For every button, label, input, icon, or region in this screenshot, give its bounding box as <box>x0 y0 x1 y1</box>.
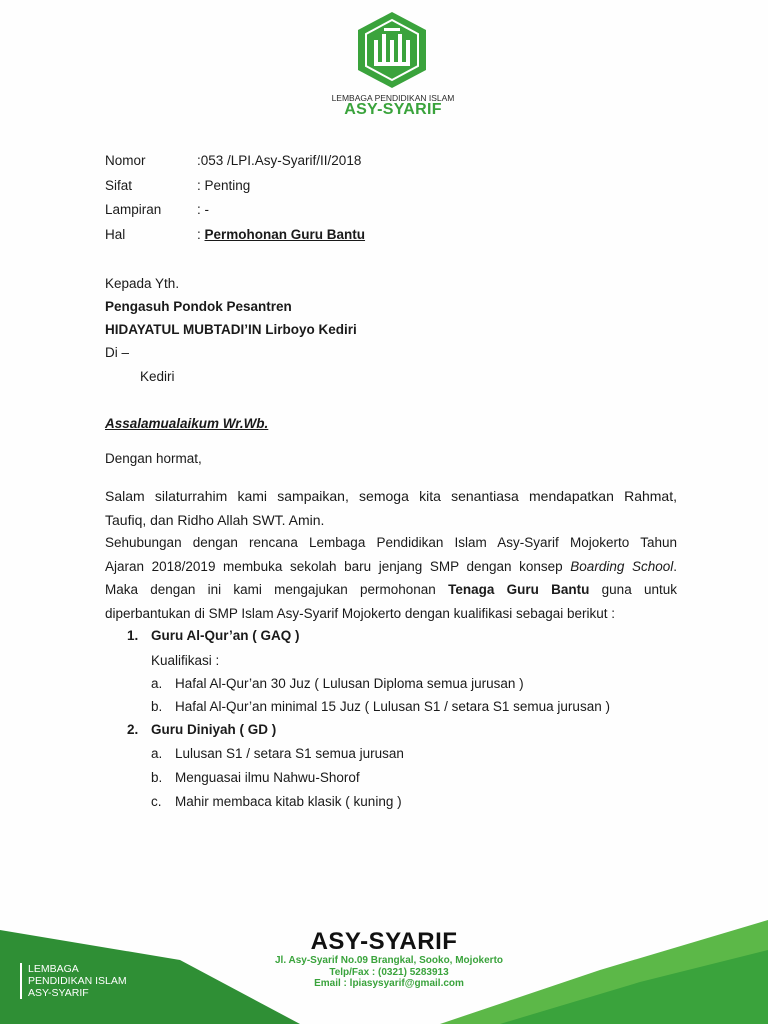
list-item: Mahir membaca kitab klasik ( kuning ) <box>175 794 402 809</box>
text-run-italic: Boarding School <box>570 558 674 574</box>
recipient-city: Kediri <box>140 369 175 384</box>
paragraph-line: Taufiq, dan Ridho Allah SWT. Amin. <box>105 511 325 528</box>
list-letter: c. <box>151 794 162 809</box>
footer-phone: Telp/Fax : (0321) 5283913 <box>329 966 449 978</box>
paragraph-line: Salam silaturrahim kami sampaikan, semoga kita senantiasa mendapatkan Rahmat, <box>105 488 677 504</box>
list-title: Guru Al-Qur’an ( GAQ ) <box>151 628 300 643</box>
paragraph-line <box>105 555 677 579</box>
footer-address: Jl. Asy-Syarif No.09 Brangkal, Sooko, Mojokerto <box>274 955 504 966</box>
meta-label: Lampiran <box>105 202 162 217</box>
meta-sifat <box>105 178 365 203</box>
footer-org-line: LEMBAGA <box>28 963 79 975</box>
footer-brand: ASY-SYARIF <box>310 928 458 955</box>
text-run: guna untuk <box>589 582 677 597</box>
paragraph-line: diperbantukan di SMP Islam Asy-Syarif Mojokerto dengan kualifikasi sebagai berikut : <box>105 605 616 621</box>
meta-label: Nomor <box>105 153 146 168</box>
paragraph-line: Sehubungan dengan rencana Lembaga Pendidikan Islam Asy-Syarif Mojokerto Tahun <box>105 535 677 550</box>
text-run: . <box>673 558 677 574</box>
greeting: Assalamualaikum Wr.Wb. <box>105 416 269 431</box>
org-name: ASY-SYARIF <box>344 101 442 118</box>
meta-value: : Penting <box>197 177 251 193</box>
meta-lampiran <box>105 202 365 227</box>
org-subtitle: LEMBAGA PENDIDIKAN ISLAM <box>331 93 455 103</box>
meta-prefix: : <box>197 226 205 242</box>
recipient-line: Kepada Yth. <box>105 276 180 291</box>
list-item: Menguasai ilmu Nahwu-Shorof <box>175 770 360 785</box>
meta-value: : - <box>197 202 209 217</box>
paragraph-line <box>105 578 677 602</box>
meta-label: Sifat <box>105 177 133 193</box>
meta-label: Hal <box>105 226 126 242</box>
paragraph-opening <box>105 485 677 532</box>
list-number: 1. <box>127 628 139 643</box>
recipient-line: Di – <box>105 345 130 360</box>
footer-org-line: ASY-SYARIF <box>28 987 89 999</box>
footer-email: Email : lpiasysyarif@gmail.com <box>314 978 464 989</box>
recipient-name: Pengasuh Pondok Pesantren <box>105 299 292 314</box>
footer-contact <box>0 955 768 990</box>
list-letter: b. <box>151 699 163 714</box>
list-item: Hafal Al-Qur’an minimal 15 Juz ( Lulusan S1 / setara S1 semua jurusan ) <box>175 699 610 714</box>
text-run-bold: Tenaga Guru Bantu <box>448 582 590 597</box>
list-letter: a. <box>151 676 163 691</box>
list-letter: b. <box>151 770 163 785</box>
footer-org-line: PENDIDIKAN ISLAM <box>28 975 127 987</box>
list-subtitle: Kualifikasi : <box>151 653 220 668</box>
salutation: Dengan hormat, <box>105 451 202 466</box>
list-item: Hafal Al-Qur’an 30 Juz ( Lulusan Diploma semua jurusan ) <box>175 676 524 691</box>
letter-meta <box>105 153 365 251</box>
calligraphy-logo-icon <box>355 10 429 90</box>
paragraph-request <box>105 531 677 625</box>
list-letter: a. <box>151 746 163 761</box>
recipient-institution: HIDAYATUL MUBTADI’IN Lirboyo Kediri <box>105 322 357 337</box>
text-run: Ajaran 2018/2019 membuka sekolah baru jenjang SMP dengan konsep <box>105 558 571 574</box>
meta-value: :053 /LPI.Asy-Syarif/II/2018 <box>197 153 362 168</box>
subject-value: Permohonan Guru Bantu <box>204 226 366 242</box>
meta-nomor <box>105 153 365 178</box>
list-number: 2. <box>127 722 139 737</box>
meta-hal <box>105 227 365 252</box>
text-run: Maka dengan ini kami mengajukan permohonan <box>105 582 449 597</box>
list-item: Lulusan S1 / setara S1 semua jurusan <box>175 746 404 761</box>
list-title: Guru Diniyah ( GD ) <box>151 722 277 737</box>
